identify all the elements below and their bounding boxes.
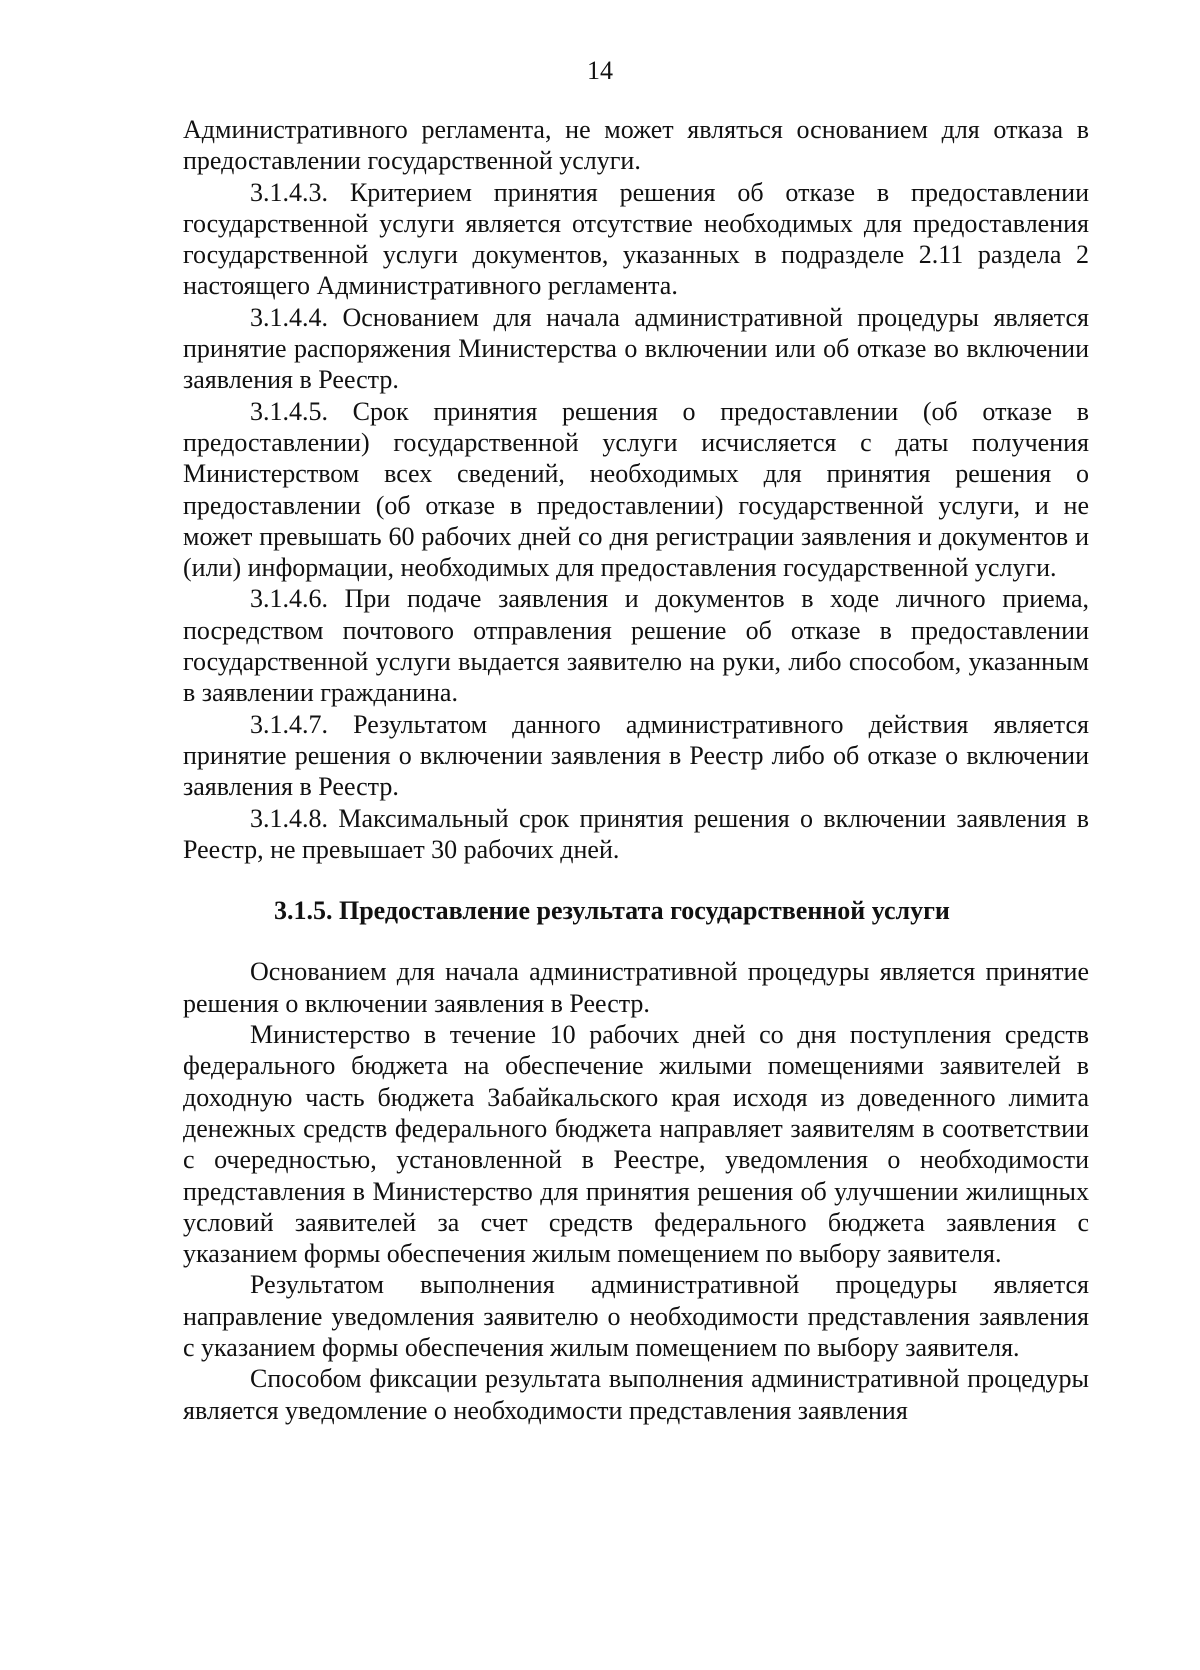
paragraph-3-1-4-6: 3.1.4.6. При подаче заявления и документов в ходе личного приема, посредством почтового отправления решение об отказе в предоставлении государственной услуги выдается заявителю на руки, либо способом, указанным в заявлении гражданина. bbox=[183, 584, 1089, 708]
paragraph-3-1-4-8: 3.1.4.8. Максимальный срок принятия решения о включении заявления в Реестр, не превышает 30 рабочих дней. bbox=[183, 803, 1089, 864]
paragraph-3-1-4-5: 3.1.4.5. Срок принятия решения о предоставлении (об отказе в предоставлении) государственной услуги исчисляется с даты получения Министерством всех сведений, необходимых для принятия решения о предоставлении (об отказе в предоставлении) государственной услуги, и не может превышать 60 рабочих дней со дня регистрации заявления и документов и (или) информации, необходимых для предоставления государственной услуги. bbox=[183, 396, 1089, 583]
paragraph-result: Результатом выполнения административной процедуры является направление уведомления заявителю о необходимости представления заявления с указанием формы обеспечения жилым помещением по выбору заявителя. bbox=[183, 1270, 1089, 1362]
paragraph-fixation-method: Способом фиксации результата выполнения административной процедуры является уведомление о необходимости представления заявления bbox=[183, 1364, 1089, 1425]
paragraph-basis: Основанием для начала административной процедуры является принятие решения о включении заявления в Реестр. bbox=[183, 957, 1089, 1018]
paragraph-3-1-4-7: 3.1.4.7. Результатом данного административного действия является принятие решения о включении заявления в Реестр либо об отказе о включении заявления в Реестр. bbox=[183, 709, 1089, 802]
paragraph-3-1-4-3: 3.1.4.3. Критерием принятия решения об отказе в предоставлении государственной услуги является отсутствие необходимых для предоставления государственной услуги документов, указанных в подразделе 2.11 раздела 2 настоящего Административного регламента. bbox=[183, 177, 1089, 301]
document-body bbox=[183, 114, 1089, 1426]
paragraph-continuation: Административного регламента, не может являться основанием для отказа в предоставлении государственной услуги. bbox=[183, 115, 1089, 176]
paragraph-ministry-notice: Министерство в течение 10 рабочих дней со дня поступления средств федерального бюджета на обеспечение жилыми помещениями заявителей в доходную часть бюджета Забайкальского края исходя из доведенного лимита денежных средств федерального бюджета направляет заявителям в соответствии с очередностью, установленной в Реестре, уведомления о необходимости представления в Министерство для принятия решения об улучшении жилищных условий заявителей за счет средств федерального бюджета заявления с указанием формы обеспечения жилым помещением по выбору заявителя. bbox=[183, 1020, 1089, 1269]
paragraph-3-1-4-4: 3.1.4.4. Основанием для начала административной процедуры является принятие распоряжения Министерства о включении или об отказе во включении заявления в Реестр. bbox=[183, 302, 1089, 395]
page-number: 14 bbox=[587, 56, 613, 85]
section-heading-3-1-5: 3.1.5. Предоставление результата государственной услуги bbox=[274, 896, 950, 926]
